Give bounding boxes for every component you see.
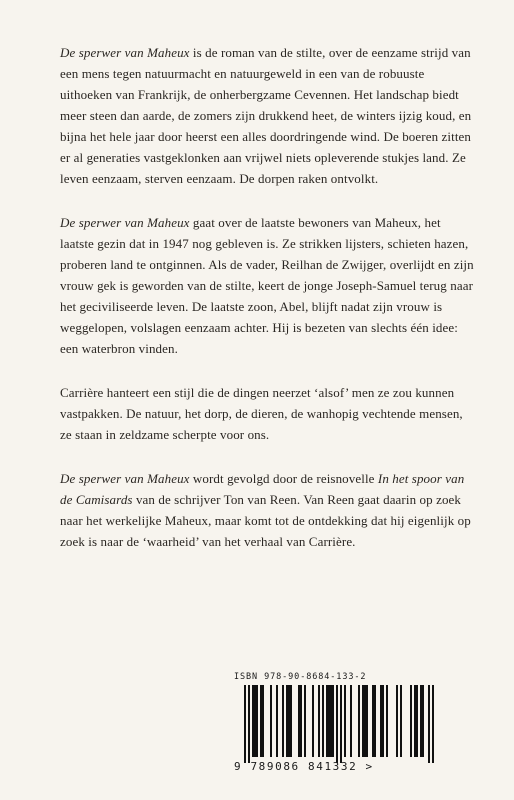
barcode-bar: [344, 685, 346, 757]
barcode-bar: [318, 685, 320, 757]
barcode-bar: [270, 685, 272, 757]
book-title-italic: De sperwer van Maheux: [60, 45, 190, 60]
barcode-bar: [276, 685, 278, 757]
barcode-bar: [340, 685, 342, 763]
barcode-bar: [400, 685, 402, 757]
barcode-bar: [380, 685, 382, 757]
blurb-text: [60, 42, 476, 575]
barcode-bar: [298, 685, 300, 757]
paragraph-text: wordt gevolgd door de reisnovelle: [189, 471, 378, 486]
barcode-bar: [416, 685, 418, 757]
barcode-bar: [382, 685, 384, 757]
paragraph-text: gaat over de laatste bewoners van Maheux, het laatste gezin dat in 1947 nog gebleven is. Ze strikken lijsters, schieten hazen, proberen land te ontginnen. Als de vader, Reilhan de Zwijger, overlijdt en zijn vrouw gek is geworden van de stilte, keert de jonge Joseph-Samuel terug naar het geciviliseerde leven. De laatste zoon, Abel, blijft nadat zijn vrouw is weggelopen, volslagen eenzaam achter. Hij is bezeten van slechts één idee: een waterbron vinden.: [60, 215, 474, 356]
barcode-bar: [366, 685, 368, 757]
barcode-bar: [286, 685, 288, 757]
barcode-bar: [282, 685, 284, 757]
book-title-italic: De sperwer van Maheux: [60, 471, 190, 486]
novella-title-italic: In het spoor van de Camisards: [60, 471, 465, 507]
barcode-bar: [364, 685, 366, 757]
barcode-bar: [326, 685, 328, 757]
barcode-bar: [312, 685, 314, 757]
barcode-bar: [328, 685, 330, 757]
barcode-bar: [374, 685, 376, 757]
barcode-bar: [414, 685, 416, 757]
barcode-bar: [358, 685, 360, 757]
barcode-bar: [428, 685, 430, 763]
barcode-bar: [256, 685, 258, 757]
barcode-digits: 9 789086 841332 >: [234, 760, 374, 773]
paragraph-text: Carrière hanteert een stijl die de dingen neerzet ‘alsof’ men ze zou kunnen vastpakken. De natuur, het dorp, de dieren, de wanhopig vechtende mensen, ze staan in zeldzame scherpte voor ons.: [60, 385, 463, 442]
barcode-bar: [248, 685, 250, 763]
barcode-bar: [372, 685, 374, 757]
blurb-paragraph-2: [60, 212, 476, 359]
barcode-bar: [332, 685, 334, 757]
paragraph-text: van de schrijver Ton van Reen. Van Reen gaat daarin op zoek naar het werkelijke Maheux, maar komt tot de ontdekking dat hij eigenlijk op zoek is naar de ‘waarheid’ van het verhaal van Carrière.: [60, 492, 471, 549]
blurb-paragraph-3: [60, 382, 476, 445]
barcode-bar: [422, 685, 424, 757]
barcode-bar: [262, 685, 264, 757]
barcode-bar: [396, 685, 398, 757]
isbn-label: ISBN 978-90-8684-133-2: [234, 672, 367, 682]
book-title-italic: De sperwer van Maheux: [60, 215, 190, 230]
barcode-bar: [244, 685, 246, 763]
barcode-bar: [336, 685, 338, 763]
barcode-bars: [234, 685, 440, 763]
barcode-bar: [300, 685, 302, 757]
barcode-bar: [386, 685, 388, 757]
barcode-bar: [420, 685, 422, 757]
barcode-bar: [432, 685, 434, 763]
barcode-bar: [304, 685, 306, 757]
paragraph-text: is de roman van de stilte, over de eenzame strijd van een mens tegen natuurmacht en natuurgeweld in een van de robuuste uithoeken van Frankrijk, de onherbergzame Cevennen. Het landschap biedt meer steen dan aarde, de zomers zijn drukkend heet, de winters ijzig koud, en bijna het hele jaar door heerst een alles doordringende wind. De boeren zitten er al generaties vastgeklonken aan vrijwel niets opleverende stukjes land. Ze leven eenzaam, sterven eenzaam. De dorpen raken ontvolkt.: [60, 45, 472, 186]
barcode-bar: [350, 685, 352, 757]
barcode-bar: [362, 685, 364, 757]
barcode-bar: [322, 685, 324, 757]
barcode-bar: [288, 685, 290, 757]
barcode-bar: [260, 685, 262, 757]
blurb-paragraph-1: [60, 42, 476, 189]
barcode-bar: [252, 685, 254, 757]
barcode-bar: [330, 685, 332, 757]
blurb-paragraph-4: [60, 468, 476, 552]
barcode-bar: [410, 685, 412, 757]
isbn-barcode: [234, 672, 440, 784]
barcode-bar: [290, 685, 292, 757]
barcode-bar: [254, 685, 256, 757]
